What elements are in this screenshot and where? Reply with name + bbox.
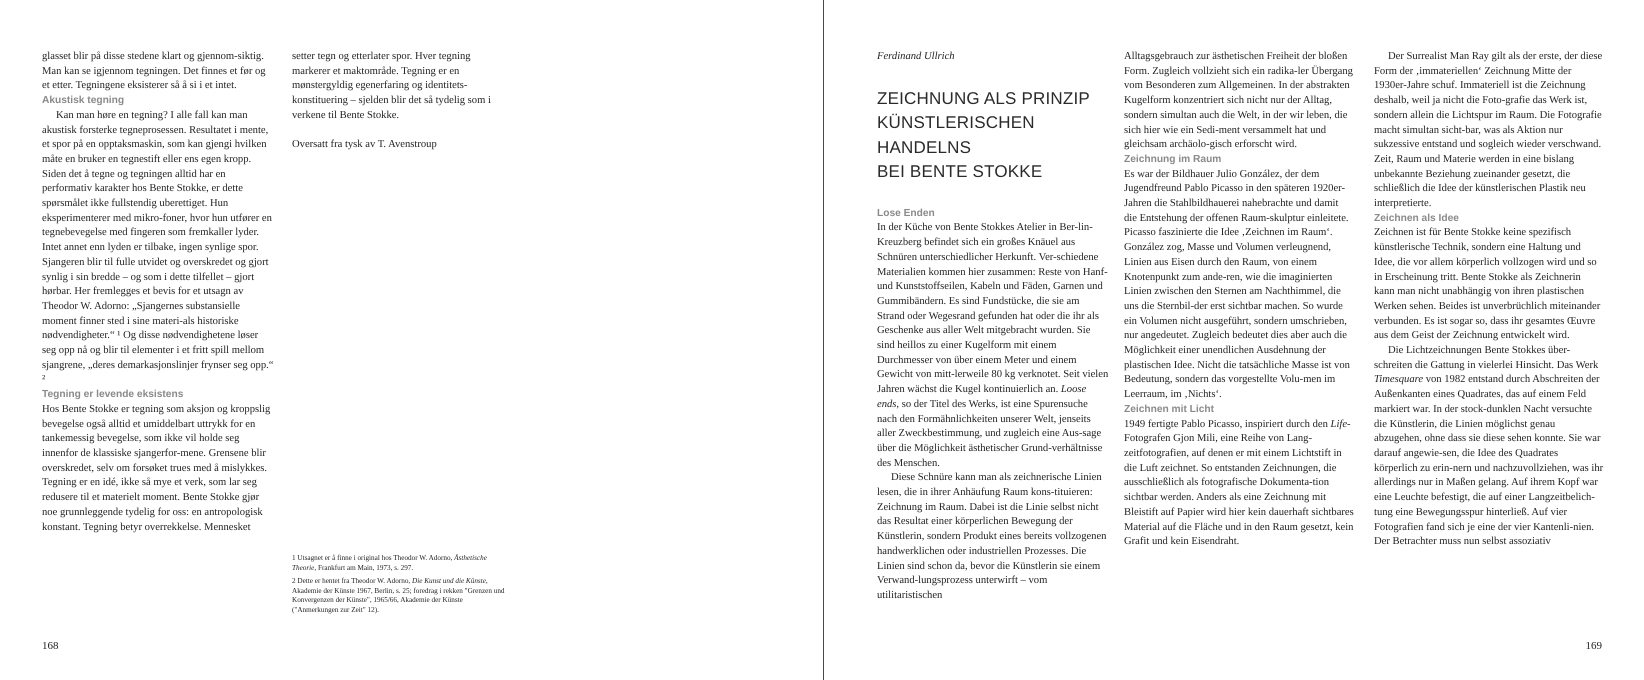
footnote-2: 2 Dette er hentet fra Theodor W. Adorno, Die Kunst und die Künste, Akademie der Künste 1967, Berlin, s. 25; foredrag i rekken "Grenzen und Konvergenzen der Künste", 1965/66, Akademie der Künste ("Anmerkungen zur Zeit" 12). (292, 577, 505, 614)
paragraph-continued: setter tegn og etterlater spor. Hver tegning markerer et maktområde. Tegning er en mønstergyldig egenerfaring og identitets-konstituering – sjelden blir det så tydelig som i verkene til Bente Stokke. (292, 51, 491, 121)
translator-note: Oversatt fra tysk av T. Avenstroup (292, 139, 437, 151)
paragraph-zeichnen-als-idee: Zeichnen ist für Bente Stokke keine spezifisch künstlerische Technik, sondern eine Haltung und Idee, die vor allem körperlich vollzogen wird und so in Erscheinung tritt. Bente Stokke als Zeichnerin kann man nicht unabhängig von ihren plastischen Werken sehen. Beides ist unverbrüchlich miteinander verbunden. Es ist sogar so, dass ihr gesamtes Œuvre aus dem Geist der Zeichnung entwickelt wird. (1374, 227, 1601, 342)
page-number-right: 169 (1585, 640, 1602, 652)
paragraph-zeichnen-mit-licht: 1949 fertigte Pablo Picasso, inspiriert durch den Life-Fotografen Gjon Mili, eine Reihe von Lang-zeitfotografien, auf denen er mit einem Lichtstift in die Luft zeichnet. So entstanden Zeichnungen, die ausschließlich als fotografische Dokumenta-tion sichtbar werden. Anders als eine Zeichnung mit Bleistift auf Papier wird hier kein dauerhaft sichtbares Material auf die Fläche und in den Raum gesetzt, kein Grafit und kein Eisendraht. (1124, 418, 1354, 548)
footnotes (292, 554, 507, 620)
title-line-2: KÜNSTLERISCHEN (877, 113, 1035, 133)
right-column-1 (877, 50, 1109, 604)
subheading-lose-enden: Lose Enden (877, 207, 935, 219)
left-column-1 (42, 50, 274, 535)
paragraph-intro: glasset blir på disse stedene klart og gjennom-siktig. Man kan se igjennom tegningen. Det finnes et før og et etter. Tegningene eksisterer så å si i et intet. (42, 51, 266, 92)
author-name: Ferdinand Ullrich (877, 51, 955, 62)
paragraph-lose-enden-1: In der Küche von Bente Stokkes Atelier in Ber-lin-Kreuzberg befindet sich ein großes Knäuel aus Schnüren unterschiedlicher Herkunft. Ver-schiedene Materialien kommen hier zusammen: Reste von Hanf- und Kunststoffseilen, Kabeln und Fäden, Garnen und Gummibändern. Es sind Fundstücke, die sie am Strand oder Wegesrand gefunden hat oder die ihr als Geschenke aus aller Welt mitgebracht wurden. Sie sind heillos zu einer Kugelform mit einem Durchmesser von über einem Meter und einem Gewicht von mitt-lerweile 80 kg verknotet. Seit vielen Jahren wächst die Kugel kontinuierlich an. Loose ends, so der Titel des Werks, ist eine Spurensuche nach den Formähnlichkeiten unserer Welt, jenseits aller Zweckbestimmung, und zugleich eine Aus-sage über die Möglichkeit ästhetischer Grund-verhältnisse des Menschen. (877, 222, 1109, 469)
right-column-2 (1124, 50, 1354, 550)
paragraph-zeichnung-im-raum: Es war der Bildhauer Julio González, der dem Jugendfreund Pablo Picasso in den späteren 1920er-Jahren die Stahlbildhauerei nahebrachte und damit die Entstehung der offenen Raum-skulptur einleitete. Picasso faszinierte die Idee ‚Zeichnen im Raum‘. González zog, Masse und Volumen verleugnend, Linien aus Eisen durch den Raum, von einem Knotenpunkt zum ande-ren, wie die imaginierten Linien zwischen den Sternen am Nachthimmel, die uns die Sternbil-der erst sichtbar machen. So wurde ein Volumen nicht ausgeführt, sondern umschrieben, nur angedeutet. Zugleich bedeutet dies aber auch die Möglichkeit einer unendlichen Ausdehnung der plastischen Idee. Nicht die tatsächliche Masse ist von Bedeutung, sondern das vorgestellte Volu-men im Leerraum, im ‚Nichts‘. (1124, 168, 1350, 401)
subheading-levende: Tegning er levende eksistens (42, 389, 184, 401)
subheading-zeichnen-als-idee: Zeichnen als Idee (1374, 212, 1459, 224)
paragraph-lose-enden-2: Diese Schnüre kann man als zeichnerische Linien lesen, die in ihrer Anhäufung Raum kons-tituieren: Zeichnung im Raum. Dabei ist die Linie selbst nicht das Resultat einer körperlichen Bewegung der Künstlerin, sondern Produkt eines bereits vollzogenen handwerklichen oder industriellen Prozesses. Die Linien sind schon da, bevor die Künstlerin sie einem Verwand-lungsprozess unterwirft – vom utilitaristischen (877, 472, 1107, 601)
article-title (877, 87, 1109, 185)
title-line-4: BEI BENTE STOKKE (877, 162, 1043, 182)
paragraph-levende: Hos Bente Stokke er tegning som aksjon og kroppslig bevegelse også alltid et umiddelbart uttrykk for en tankemessig bevegelse, som ikke vil holde seg innenfor de klassiske sjangerfor-mene. Grensene blir overskredet, selv om forsøket trues med å mislykkes. Tegning er en idé, ikke så mye et verk, som lar seg redusere til et materielt moment. Bente Stokke gjør noe grunnleggende tydelig for oss: en antropologisk konstant. Tegning betyr overrekkelse. Mennesket (42, 403, 271, 533)
paragraph-continued-right: Alltagsgebrauch zur ästhetischen Freiheit der bloßen Form. Zugleich vollzieht sich ein radika-ler Übergang vom Besonderen zum Allgemeinen. In der abstrakten Kugelform konzentriert sich nicht nur der Alltag, sondern simultan auch die Welt, in der wir leben, die sich hier wie ein Sedi-ment versammelt hat und gleichsam archäolo-gisch erforscht wird. (1124, 51, 1353, 151)
paragraph-lichtzeichnungen: Die Lichtzeichnungen Bente Stokkes über-schreiten die Gattung in vielerlei Hinsicht. Das Werk Timesquare von 1982 entstand durch Abschreiten der Außenkanten eines Quadrates, das auf einem Feld markiert war. In der stock-dunklen Nacht versuchte die Künstlerin, die Linien möglichst genau abzugehen, ohne dass sie diese sehen konnte. Sie war darauf angewie-sen, die Idee des Quadrates körperlich zu erin-nern und nachzuvollziehen, was ihr allerdings nur in Maßen gelang. Auf ihrem Kopf war eine Leuchte befestigt, die auf einer Langzeitbelich-tung eine Bewegungsspur hinterließ. Auf vier Fotografien fand sich je eine der vier Kantenli-nien. Der Betrachter muss nun selbst assoziativ (1374, 345, 1604, 548)
page-number-left: 168 (42, 640, 59, 652)
spread-gutter-line (823, 0, 824, 680)
title-line-3: HANDELNS (877, 137, 972, 157)
paragraph-akustisk: Kan man høre en tegning? I alle fall kan man akustisk forsterke tegneprosessen. Resultatet i mente, et spor på en opptaksmaskin, som kan gjengi hvilken måte en bruker en tegnestift eller ens egen kropp. Siden det å tegne og tegningen alltid har en performativ karakter hos Bente Stokke, er dette spørsmålet ikke fullstendig uberettiget. Hun eksperimenterer med mikro-foner, hvor hun utfører en tegnebevegelse med fingeren som fremkaller lyder. Intet annet enn lyden er tilbake, ingen synlige spor. Sjangeren blir til fulle utvidet og overskredet og gjort synlig i sin bredde – og som i dette tilfellet – gjort hørbar. Her fremlegges et bevis for et utsagn av Theodor W. Adorno: „Sjangernes substansielle moment finner sted i sine materi-als historiske nødvendigheter.“ ¹ Og disse nødvendighetene løser seg opp nå og blir til elementer i et fritt spill mellom sjangrene, „deres demarkasjonslinjer frynser seg opp.“ ² (42, 109, 274, 386)
subheading-zeichnung-im-raum: Zeichnung im Raum (1124, 153, 1222, 165)
footnote-1: 1 Utsagnet er å finne i original hos Theodor W. Adorno, Ästhetische Theorie, Frankfurt am Main, 1973, s. 297. (292, 554, 487, 572)
paragraph-surrealist: Der Surrealist Man Ray gilt als der erste, der diese Form der ‚immateriellen‘ Zeichnung Mitte der 1930er-Jahre schuf. Immateriell ist die Zeichnung deshalb, weil ja nicht die Foto-grafie das Werk ist, sondern allein die Lichtspur im Raum. Die Fotografie macht simultan sicht-bar, was als Aktion nur sukzessive entstand und sogleich wieder verschwand. Zeit, Raum und Materie werden in eine bislang unbekannte Beziehung zueinander gesetzt, die schließlich die Idee der künstlerischen Plastik neu interpretierte. (1374, 51, 1603, 210)
left-column-2 (292, 50, 506, 153)
subheading-akustisk: Akustisk tegning (42, 95, 125, 107)
subheading-zeichnen-mit-licht: Zeichnen mit Licht (1124, 403, 1214, 415)
right-column-3 (1374, 50, 1604, 550)
title-line-1: ZEICHNUNG ALS PRINZIP (877, 88, 1090, 108)
